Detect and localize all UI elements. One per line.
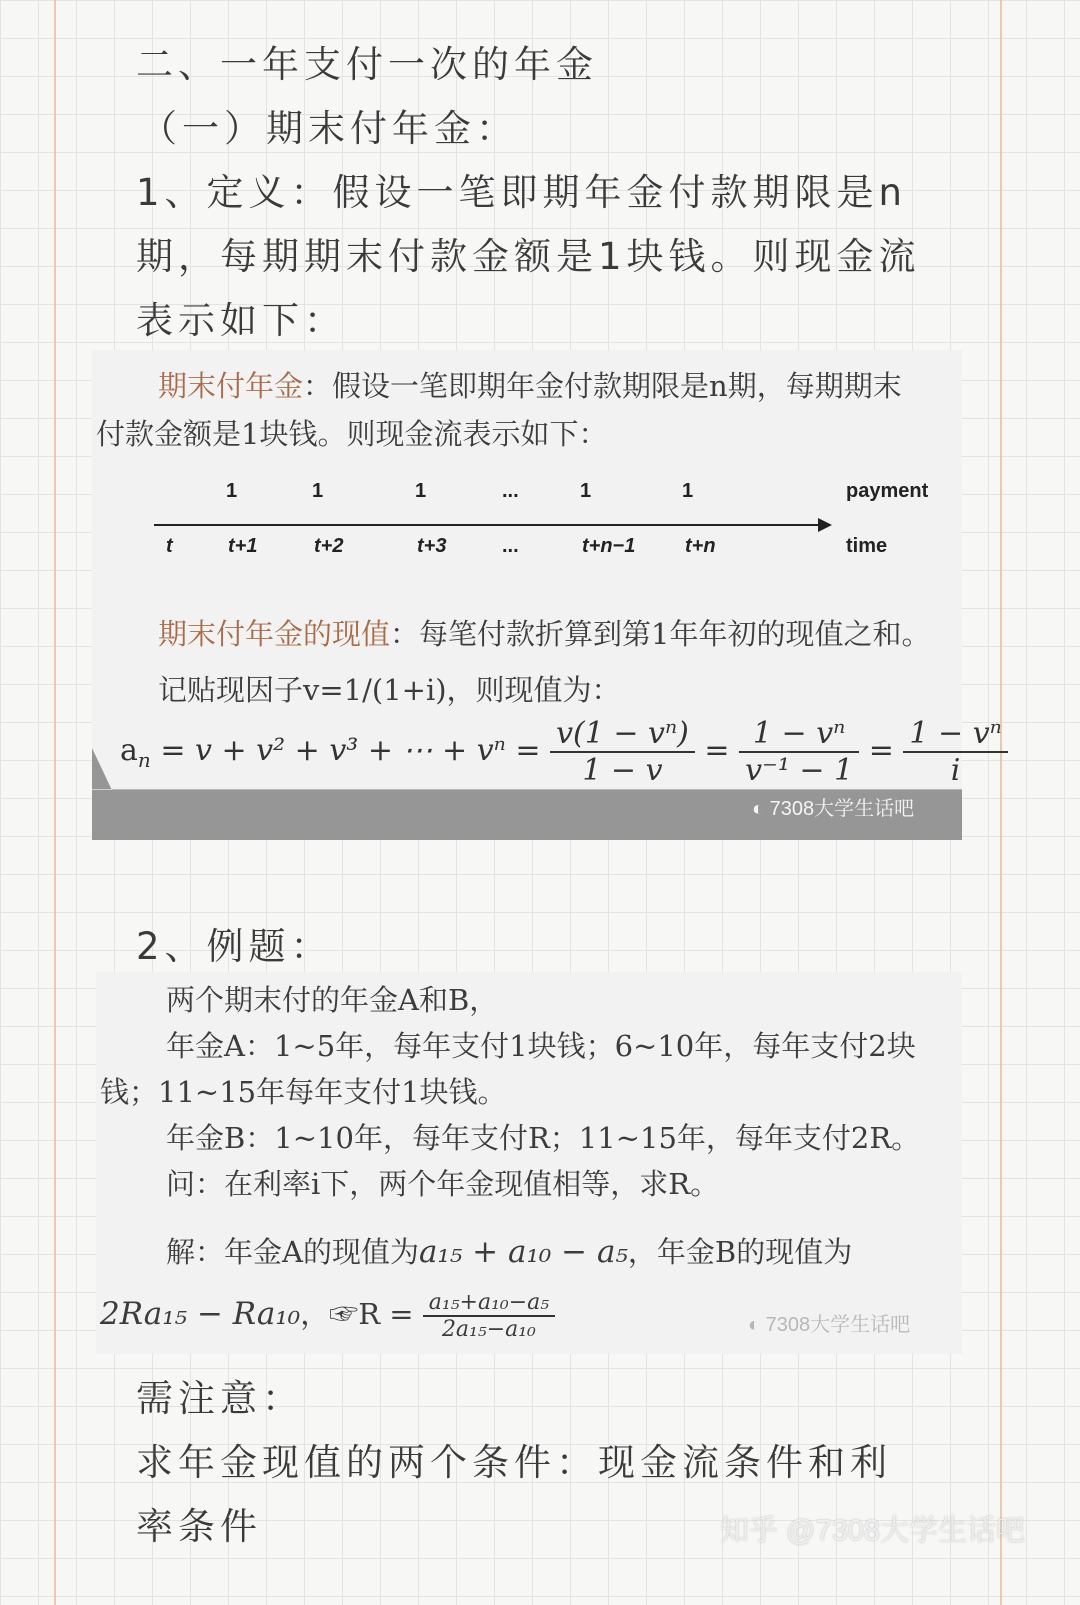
formula-eq-1: = [704, 733, 730, 768]
zhihu-watermark: 知乎 @7308大学生话吧 [720, 1515, 1026, 1547]
pv-formula [120, 716, 1008, 788]
payment-n-1: 1 [580, 480, 592, 502]
time-t-plus-n: t+n [685, 535, 716, 557]
time-ellipsis: ... [502, 535, 519, 557]
subsection-heading: （一）期末付年金： [140, 107, 518, 150]
note-heading: 需注意： [136, 1377, 304, 1420]
solution-line-2 [100, 1290, 555, 1342]
wechat-icon: ◐ [748, 1314, 766, 1336]
example-heading: 2、例题： [136, 925, 333, 968]
solution-math-b: 2Ra₁₅ − Ra₁₀ [100, 1296, 301, 1332]
formula-lhs-sub: n [137, 748, 151, 772]
formula-fraction-1 [550, 716, 695, 788]
payment-3: 1 [415, 480, 427, 502]
definition-image-panel [92, 350, 1002, 840]
time-t-plus-n-minus-1: t+n−1 [582, 535, 636, 557]
panel2-watermark-text: 7308大学生话吧 [765, 1314, 911, 1336]
timeline-arrow-head [818, 518, 832, 532]
right-margin-line [1000, 0, 1002, 1605]
time-t-plus-2: t+2 [314, 535, 344, 557]
section-heading: 二、一年支付一次的年金 [136, 43, 598, 86]
r-numerator: a₁₅+a₁₀−a₅ [423, 1290, 555, 1317]
payment-axis-label: payment [846, 480, 929, 502]
time-t: t [166, 535, 173, 557]
payment-2: 1 [312, 480, 324, 502]
panel1-line1-rest: ：假设一笔即期年金付款期限是n期，每期期末 [303, 369, 902, 403]
payment-ellipsis: ... [502, 480, 519, 502]
example-line-5: 问：在利率i下，两个年金现值相等，求R。 [166, 1167, 720, 1201]
example-line-4: 年金B：1~10年，每年支付R；11~15年，每年支付2R。 [166, 1121, 921, 1155]
panel1-watermark-text: 7308大学生话吧 [769, 798, 915, 820]
example-line-3: 钱；11~15年每年支付1块钱。 [100, 1075, 507, 1109]
example-line-2: 年金A：1~5年，每年支付1块钱；6~10年，每年支付2块 [166, 1029, 916, 1063]
panel2-watermark [748, 1308, 910, 1337]
time-t-plus-1: t+1 [228, 535, 258, 557]
pv-rest: ：每笔付款折算到第1年年初的现值之和。 [390, 617, 931, 651]
formula-series: = v + v² + v³ + ⋯ + vⁿ = [160, 733, 541, 768]
fraction-1-numerator: v(1 − vⁿ) [550, 716, 695, 753]
time-t-plus-3: t+3 [417, 535, 447, 557]
fraction-2-denominator: v⁻¹ − 1 [745, 753, 854, 788]
note-line-1: 求年金现值的两个条件：现金流条件和利 [136, 1441, 892, 1484]
panel1-line1 [158, 364, 902, 405]
formula-fraction-3 [903, 716, 1007, 788]
panel1-line2: 付款金额是1块钱。则现金流表示如下： [96, 417, 608, 451]
timeline-axis [154, 524, 820, 526]
formula-eq-2: = [868, 733, 894, 768]
discount-factor-line: 记贴现因子v=1/(1+i)，则现值为： [158, 673, 621, 707]
definition-line-3: 表示如下： [136, 299, 346, 342]
fraction-3-numerator: 1 − vⁿ [903, 716, 1007, 753]
note-line-2: 率条件 [136, 1505, 262, 1548]
fraction-2-numerator: 1 − vⁿ [739, 716, 859, 753]
definition-line-2: 期，每期期末付款金额是1块钱。则现金流 [136, 235, 921, 278]
solution-math-a: a₁₅ + a₁₀ − a₅ [418, 1234, 628, 1270]
pv-title: 期末付年金的现值 [158, 617, 391, 651]
left-margin-line [54, 0, 56, 1605]
wechat-icon: ◐ [752, 798, 770, 820]
formula-fraction-2 [739, 716, 859, 788]
formula-lhs: a [120, 733, 138, 768]
time-axis-label: time [846, 535, 888, 557]
solution-r-equals: ，☞R = [300, 1297, 414, 1331]
panel1-watermark [752, 792, 914, 821]
fraction-3-denominator: i [950, 753, 961, 788]
fraction-1-denominator: 1 − v [582, 753, 663, 788]
example-image-panel [96, 972, 962, 1354]
definition-line-1: 1、定义：假设一笔即期年金付款期限是n [136, 171, 907, 214]
solution-line-1 [166, 1230, 852, 1271]
pv-line [158, 612, 930, 653]
payment-n: 1 [682, 480, 694, 502]
solution-text: 解：年金A的现值为 [166, 1235, 419, 1269]
r-denominator: 2a₁₅−a₁₀ [441, 1317, 536, 1342]
panel1-title: 期末付年金 [158, 369, 304, 403]
solution-tail: ，年金B的现值为 [627, 1235, 853, 1269]
solution-r-fraction [423, 1290, 555, 1342]
example-line-1: 两个期末付的年金A和B， [166, 983, 499, 1017]
payment-1: 1 [226, 480, 238, 502]
